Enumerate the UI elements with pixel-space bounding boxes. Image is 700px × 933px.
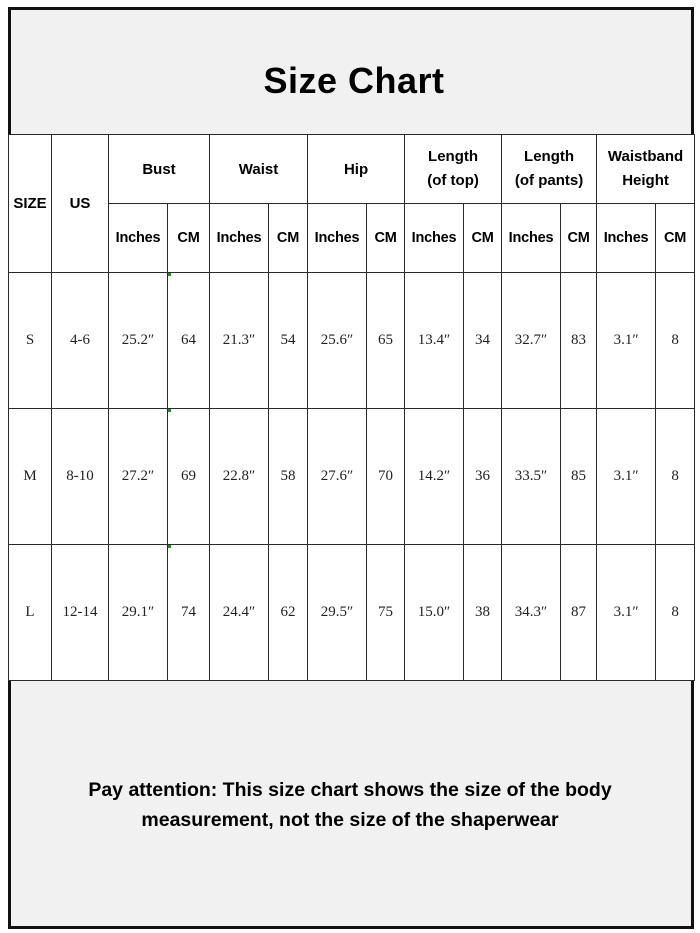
unit-header: Inches	[210, 204, 269, 273]
cell-waist-inches: 21.3″	[210, 273, 269, 409]
header-bust: Bust	[109, 135, 210, 204]
cell-us: 8-10	[52, 409, 109, 545]
header-length-pants	[502, 135, 597, 204]
cell-hip-cm: 65	[367, 273, 405, 409]
cell-top-length-cm: 38	[464, 545, 502, 681]
cell-bust-inches: 25.2″	[109, 273, 168, 409]
attention-note-line2: measurement, not the size of the shaperwear	[141, 809, 559, 831]
table-row	[9, 409, 695, 545]
cell-bust-inches: 29.1″	[109, 545, 168, 681]
cell-pants-length-cm: 87	[561, 545, 597, 681]
cell-pants-length-inches: 34.3″	[502, 545, 561, 681]
cell-waist-cm: 54	[269, 273, 308, 409]
unit-header: CM	[464, 204, 502, 273]
attention-note-line1: Pay attention: This size chart shows the size of the body	[88, 779, 612, 801]
cell-pants-length-inches: 33.5″	[502, 409, 561, 545]
cell-hip-cm: 70	[367, 409, 405, 545]
unit-header: Inches	[405, 204, 464, 273]
header-waistband-line2: Height	[622, 172, 669, 189]
unit-header: CM	[168, 204, 210, 273]
cell-top-length-inches: 13.4″	[405, 273, 464, 409]
page-title: Size Chart	[263, 60, 445, 101]
header-us: US	[52, 135, 109, 273]
table-row	[9, 273, 695, 409]
cell-hip-inches: 27.6″	[308, 409, 367, 545]
header-row-groups	[9, 135, 695, 204]
unit-header: Inches	[502, 204, 561, 273]
header-waist: Waist	[210, 135, 308, 204]
table-row	[9, 545, 695, 681]
cell-pants-length-cm: 85	[561, 409, 597, 545]
cell-top-length-inches: 14.2″	[405, 409, 464, 545]
cell-size: M	[9, 409, 52, 545]
header-waistband-height	[597, 135, 695, 204]
cell-waistband-cm: 8	[656, 545, 695, 681]
cell-hip-inches: 25.6″	[308, 273, 367, 409]
cell-waistband-cm: 8	[656, 273, 695, 409]
unit-header: Inches	[109, 204, 168, 273]
cell-pants-length-inches: 32.7″	[502, 273, 561, 409]
header-waistband-line1: Waistband	[607, 148, 684, 165]
cell-top-length-cm: 34	[464, 273, 502, 409]
header-row-units	[9, 204, 695, 273]
cell-hip-cm: 75	[367, 545, 405, 681]
cell-bust-inches: 27.2″	[109, 409, 168, 545]
cell-pants-length-cm: 83	[561, 273, 597, 409]
header-length-top-line2: (of top)	[427, 172, 479, 189]
header-size: SIZE	[9, 135, 52, 273]
unit-header: CM	[269, 204, 308, 273]
unit-header: CM	[656, 204, 695, 273]
cell-size: L	[9, 545, 52, 681]
cell-us: 4-6	[52, 273, 109, 409]
cell-bust-cm: 74	[168, 545, 210, 681]
cell-size: S	[9, 273, 52, 409]
cell-top-length-cm: 36	[464, 409, 502, 545]
cell-bust-cm: 69	[168, 409, 210, 545]
cell-bust-cm: 64	[168, 273, 210, 409]
unit-header: Inches	[308, 204, 367, 273]
header-length-top	[405, 135, 502, 204]
cell-top-length-inches: 15.0″	[405, 545, 464, 681]
attention-note	[0, 775, 700, 835]
cell-waist-cm: 62	[269, 545, 308, 681]
unit-header: Inches	[597, 204, 656, 273]
header-length-pants-line2: (of pants)	[514, 172, 584, 189]
header-length-top-line1: Length	[428, 148, 479, 165]
header-hip: Hip	[308, 135, 405, 204]
cell-waistband-inches: 3.1″	[597, 273, 656, 409]
size-table	[8, 134, 695, 681]
unit-header: CM	[367, 204, 405, 273]
cell-waist-cm: 58	[269, 409, 308, 545]
cell-waistband-inches: 3.1″	[597, 545, 656, 681]
cell-hip-inches: 29.5″	[308, 545, 367, 681]
cell-waistband-inches: 3.1″	[597, 409, 656, 545]
cell-waist-inches: 24.4″	[210, 545, 269, 681]
header-length-pants-line1: Length	[524, 148, 575, 165]
cell-waistband-cm: 8	[656, 409, 695, 545]
unit-header: CM	[561, 204, 597, 273]
cell-waist-inches: 22.8″	[210, 409, 269, 545]
cell-us: 12-14	[52, 545, 109, 681]
